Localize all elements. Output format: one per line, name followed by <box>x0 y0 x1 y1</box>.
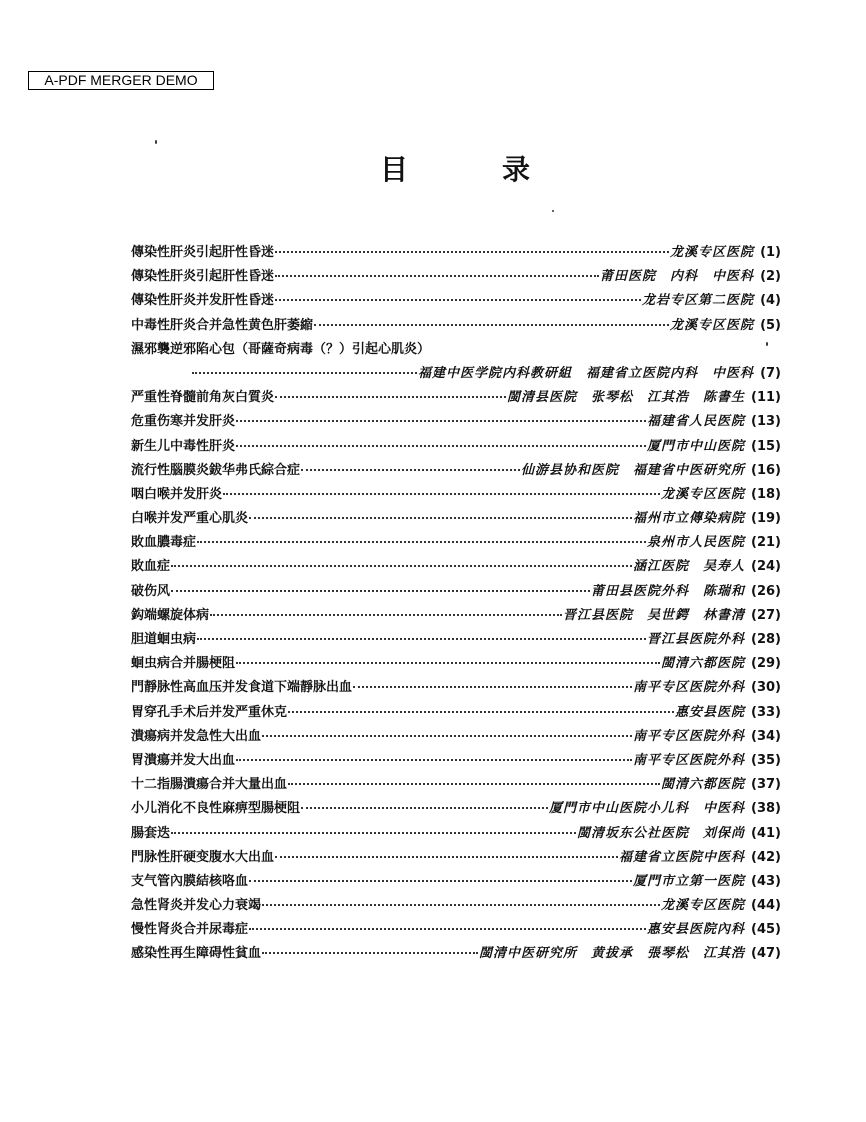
toc-entry[interactable] <box>131 410 781 434</box>
entry-source: 厦門市中山医院小儿科 中医科 <box>549 801 746 817</box>
dot-leader <box>275 396 506 398</box>
toc-entry[interactable] <box>131 604 781 628</box>
entry-page: (47) <box>751 946 781 962</box>
toc-entry[interactable] <box>131 676 781 700</box>
toc-entry[interactable] <box>131 435 781 459</box>
entry-page: (34) <box>751 728 781 744</box>
dot-leader <box>171 832 576 834</box>
scan-speck <box>552 210 554 212</box>
entry-source: 閩清六都医院 <box>661 656 746 672</box>
toc-entry[interactable] <box>131 894 781 918</box>
toc-entry[interactable] <box>131 773 781 797</box>
toc-entry[interactable] <box>131 942 781 966</box>
toc-entry[interactable] <box>131 580 781 604</box>
toc-entry[interactable] <box>131 846 781 870</box>
toc-entry[interactable] <box>131 749 781 773</box>
toc-entry[interactable] <box>131 555 781 579</box>
entry-title: 小儿消化不良性麻痹型腸梗阻 <box>131 801 301 817</box>
entry-title: 新生儿中毒性肝炎 <box>131 438 236 454</box>
entry-source: 福建中医学院内科教研組 福建省立医院内科 中医科 <box>418 365 755 381</box>
entry-source: 閩清坂东公社医院 刘保尚 <box>577 825 746 841</box>
entry-title: 鈎端螺旋体病 <box>131 607 210 623</box>
entry-page: (28) <box>751 632 781 647</box>
entry-page: (18) <box>751 486 781 502</box>
toc-entry[interactable] <box>131 701 781 725</box>
toc-entry[interactable] <box>131 289 781 313</box>
entry-source: 福建省人民医院 <box>647 414 746 430</box>
dot-leader <box>236 662 660 664</box>
watermark-label: A-PDF MERGER DEMO <box>28 71 214 90</box>
entry-source: 龙溪专区医院 <box>661 898 746 914</box>
entry-source: 厦門市立第一医院 <box>633 873 746 889</box>
entry-source: 南平专区医院外科 <box>633 752 746 768</box>
entry-title: 門靜脉性高血压并发食道下端靜脉出血 <box>131 680 353 696</box>
dot-leader <box>275 299 641 301</box>
title-char-1: 目 <box>380 153 409 186</box>
dot-leader <box>197 638 646 640</box>
dot-leader <box>262 735 632 737</box>
entry-title: 支气管內膜結核咯血 <box>131 873 249 889</box>
entry-page: (33) <box>751 704 781 720</box>
entry-source: 晋江县医院外科 <box>647 632 746 647</box>
toc-entry[interactable] <box>131 459 781 483</box>
entry-page: (27) <box>751 607 781 623</box>
dot-leader <box>171 565 632 567</box>
entry-page: (16) <box>751 462 781 478</box>
toc-entry[interactable] <box>131 314 781 338</box>
toc-entry-continuation[interactable] <box>131 362 781 386</box>
dot-leader <box>314 324 669 326</box>
entry-source: 泉州市人民医院 <box>647 535 746 551</box>
entry-page: (1) <box>760 245 781 260</box>
dot-leader <box>236 420 646 422</box>
entry-title: 蛔虫病合并腸梗阻 <box>131 656 236 672</box>
entry-title: 十二指腸潰瘍合并大量出血 <box>131 777 288 793</box>
toc-entry[interactable] <box>131 386 781 410</box>
dot-leader <box>249 928 646 930</box>
entry-title: 敗血膿毒症 <box>131 535 197 551</box>
entry-page: (15) <box>751 438 781 454</box>
page-title <box>380 148 530 188</box>
entry-page: (37) <box>751 777 781 793</box>
entry-source: 閩清六都医院 <box>661 777 746 793</box>
entry-page: (44) <box>751 898 781 914</box>
entry-source: 龙溪专区医院 <box>670 245 755 260</box>
entry-source: 莆田县医院外科 陈瑞和 <box>591 583 746 599</box>
entry-title: 腸套迭 <box>131 825 171 841</box>
dot-leader <box>353 686 632 688</box>
toc-entry[interactable] <box>131 241 781 265</box>
entry-page: (5) <box>760 317 781 333</box>
entry-page: (19) <box>751 511 781 527</box>
entry-source: 惠安县医院內科 <box>647 922 746 938</box>
entry-title: 濕邪襲逆邪陷心包（哥薩奇病毒（？）引起心肌炎） <box>131 341 431 357</box>
entry-title: 严重性脊髓前角灰白質炎 <box>131 390 275 406</box>
entry-source: 龙溪专区医院 <box>661 486 746 502</box>
entry-source: 南平专区医院外科 <box>633 728 746 744</box>
entry-title: 傳染性肝炎引起肝性昏迷 <box>131 245 275 260</box>
entry-page: (42) <box>751 849 781 865</box>
toc-entry[interactable] <box>131 822 781 846</box>
entry-page: (29) <box>751 656 781 672</box>
entry-title: 流行性腦膜炎鈸华弗氏綜合症 <box>131 462 301 478</box>
entry-page: (41) <box>751 825 781 841</box>
entry-title: 胆道蛔虫病 <box>131 632 197 647</box>
entry-title: 中毒性肝炎合并急性黄色肝萎縮 <box>131 317 314 333</box>
toc-entry[interactable] <box>131 507 781 531</box>
entry-source: 惠安县医院 <box>675 704 746 720</box>
dot-leader <box>197 541 646 543</box>
entry-source: 厦門市中山医院 <box>647 438 746 454</box>
dot-leader <box>275 856 618 858</box>
entry-page: (7) <box>760 365 781 381</box>
dot-leader <box>192 372 417 374</box>
title-char-2: 录 <box>501 153 530 186</box>
dot-leader <box>288 783 660 785</box>
scan-speck <box>766 342 768 346</box>
entry-title: 胃穿孔手术后并发严重休克 <box>131 704 288 720</box>
entry-page: (13) <box>751 414 781 430</box>
entry-source: 閩清县医院 张琴松 江其浩 陈書生 <box>507 390 746 406</box>
toc-entry[interactable] <box>131 797 781 821</box>
toc-entry[interactable] <box>131 725 781 749</box>
entry-page: (38) <box>751 801 781 817</box>
dot-leader <box>262 952 478 954</box>
entry-page: (26) <box>751 583 781 599</box>
entry-page: (21) <box>751 535 781 551</box>
entry-source: 閩清中医研究所 黄拔承 張琴松 江其浩 <box>479 946 746 962</box>
scan-speck <box>155 140 157 144</box>
entry-title: 傳染性肝炎并发肝性昏迷 <box>131 293 275 309</box>
entry-title: 慢性肾炎合并尿毒症 <box>131 922 249 938</box>
dot-leader <box>288 711 674 713</box>
entry-page: (30) <box>751 680 781 696</box>
entry-title: 潰瘍病并发急性大出血 <box>131 728 262 744</box>
entry-page: (11) <box>751 390 781 406</box>
entry-page: (2) <box>760 269 781 285</box>
entry-title: 危重伤寒并发肝炎 <box>131 414 236 430</box>
entry-source: 晋江县医院 吴世鍔 林書清 <box>563 607 746 623</box>
entry-title: 門脉性肝硬变腹水大出血 <box>131 849 275 865</box>
entry-page: (4) <box>760 293 781 309</box>
toc-entry[interactable] <box>131 265 781 289</box>
entry-title: 咽白喉并发肝炎 <box>131 486 223 502</box>
entry-source: 龙岩专区第二医院 <box>642 293 755 309</box>
entry-source: 仙游县协和医院 福建省中医研究所 <box>521 462 746 478</box>
entry-title: 感染性再生障碍性貧血 <box>131 946 262 962</box>
toc-entry[interactable] <box>131 483 781 507</box>
dot-leader <box>301 807 548 809</box>
entry-title: 白喉并发严重心肌炎 <box>131 511 249 527</box>
entry-source: 涵江医院 吴寿人 <box>633 559 746 575</box>
dot-leader <box>249 517 632 519</box>
entry-page: (35) <box>751 752 781 768</box>
entry-source: 龙溪专区医院 <box>670 317 755 333</box>
toc-entry[interactable] <box>131 652 781 676</box>
dot-leader <box>249 880 632 882</box>
dot-leader <box>301 469 520 471</box>
entry-page: (43) <box>751 873 781 889</box>
entry-title: 傳染性肝炎引起肝性昏迷 <box>131 269 275 285</box>
entry-source: 莆田医院 内科 中医科 <box>600 269 755 285</box>
entry-source: 南平专区医院外科 <box>633 680 746 696</box>
entry-title: 破伤风 <box>131 583 171 599</box>
entry-title: 胃潰瘍并发大出血 <box>131 752 236 768</box>
dot-leader <box>236 759 632 761</box>
entry-title: 敗血症 <box>131 559 171 575</box>
entry-page: (45) <box>751 922 781 938</box>
table-of-contents <box>131 241 781 967</box>
dot-leader <box>210 614 562 616</box>
dot-leader <box>171 590 590 592</box>
entry-source: 福建省立医院中医科 <box>619 849 746 865</box>
dot-leader <box>223 493 660 495</box>
dot-leader <box>262 904 660 906</box>
toc-entry[interactable] <box>131 918 781 942</box>
toc-entry[interactable] <box>131 628 781 652</box>
toc-entry[interactable] <box>131 338 781 362</box>
dot-leader <box>275 251 669 253</box>
dot-leader <box>275 275 599 277</box>
entry-source: 福州市立傳染病院 <box>633 511 746 527</box>
dot-leader <box>236 445 646 447</box>
toc-entry[interactable] <box>131 870 781 894</box>
entry-page: (24) <box>751 559 781 575</box>
toc-entry[interactable] <box>131 531 781 555</box>
entry-title: 急性肾炎并发心力衰竭 <box>131 898 262 914</box>
